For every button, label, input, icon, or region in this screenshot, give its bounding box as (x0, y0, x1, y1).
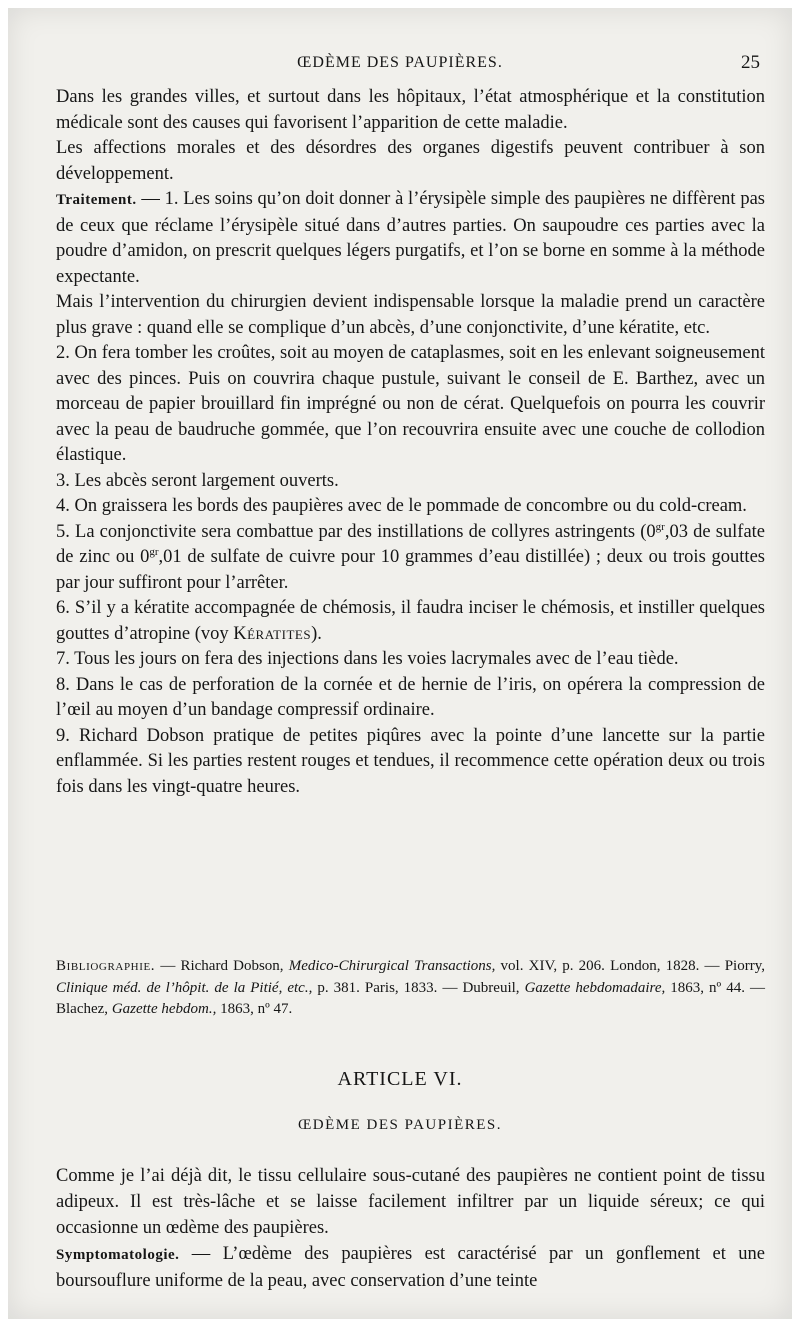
superscript: gr (655, 520, 665, 533)
paragraph-text: — 1. Les soins qu’on doit donner à l’érysipèle simple des paupières ne diffèrent pas de ceux que réclame l’érysipèle situé dans d’autres parties. On saupoudre ces parties avec la poudre d’amidon, on prescrit quelques légers purgatifs, et l’on se borne en somme à la méthode expectante. (56, 189, 765, 287)
citation-title: Gazette hebdomadaire, (524, 979, 666, 996)
paragraph: 8. Dans le cas de perforation de la cornée et de hernie de l’iris, on opérera la compression de l’œil au moyen d’un bandage compressif ordinaire. (56, 674, 765, 720)
superscript: gr (149, 545, 159, 558)
page-header (0, 52, 800, 76)
page-number: 25 (741, 52, 760, 73)
text-part: — Richard Dobson, (155, 958, 289, 974)
bibliography-label: Bibliographie. (56, 958, 156, 974)
cross-reference: Kératites (233, 623, 312, 644)
paragraph: Dans les grandes villes, et surtout dans les hôpitaux, l’état atmosphérique et la constitution médicale sont des causes qui favorisent l’apparition de cette maladie. (56, 87, 765, 133)
paragraph: 9. Richard Dobson pratique de petites piqûres avec la pointe d’une lancette sur la partie enflammée. Si les parties restent rouges et tendues, il recommence cette opération deux ou trois fois dans les vingt-quatre heures. (56, 725, 765, 797)
paragraph: Comme je l’ai déjà dit, le tissu cellulaire sous-cutané des paupières ne contient point de tissu adipeux. Il est très-lâche et se laisse facilement infiltrer par un liquide séreux; ce qui occasionne un œdème des paupières. (56, 1166, 765, 1238)
paragraph (56, 520, 765, 597)
paragraph: Les affections morales et des désordres des organes digestifs peuvent contribuer à son développement. (56, 138, 765, 184)
text-part: ,01 de sulfate de cuivre pour 10 grammes d’eau distillée) ; deux ou trois gouttes par jour suffiront pour l’arrêter. (56, 547, 765, 593)
bibliography (56, 956, 765, 1021)
citation-title: Gazette hebdom., (111, 1001, 217, 1017)
paragraph-text: — L’œdème des paupières est caractérisé par un gonflement et une boursouflure uniforme de la peau, avec conservation d’une teinte (56, 1244, 765, 1291)
bibliography-text (56, 956, 765, 1021)
paragraph: 7. Tous les jours on fera des injections dans les voies lacrymales avec de l’eau tiède. (56, 649, 679, 669)
text-part: p. 381. Paris, 1833. — Dubreuil, (312, 979, 525, 996)
section-lead: Traitement. (56, 192, 137, 208)
citation-title: Clinique méd. de l’hôpit. de la Pitié, etc., (56, 979, 313, 996)
article-text (56, 1163, 765, 1294)
article-subheading: ŒDÈME DES PAUPIÈRES. (297, 1117, 503, 1133)
text-part: 5. La conjonctivite sera combattue par des instillations de collyres astringents (0 (56, 521, 656, 542)
paragraph-symptomatologie (56, 1241, 765, 1294)
paragraph: 4. On graissera les bords des paupières avec de le pommade de concombre ou du cold-cream. (56, 496, 747, 516)
text-part: 6. S’il y a kératite accompagnée de chémosis, il faudra inciser le chémosis, et instiller quelques gouttes d’atropine (voy (56, 598, 765, 644)
citation-title: Medico-Chirurgical Transactions, (288, 958, 496, 974)
paragraph: Mais l’intervention du chirurgien devient indispensable lorsque la maladie prend un caractère plus grave : quand elle se complique d’un abcès, d’une conjonctivite, d’une kératite, etc. (56, 292, 765, 338)
running-title: ŒDÈME DES PAUPIÈRES. (297, 54, 503, 71)
text-part: 1863, nº 44. — Blachez, (56, 979, 765, 1017)
section-lead: Symptomatologie. (56, 1247, 180, 1263)
main-text (56, 85, 765, 800)
article-heading: ARTICLE VI. (337, 1068, 463, 1090)
paragraph: 3. Les abcès seront largement ouverts. (56, 470, 339, 491)
paragraph: 2. On fera tomber les croûtes, soit au moyen de cataplasmes, soit en les enlevant soigneusement avec des pinces. Puis on couvrira chaque pustule, suivant le conseil de E. Barthez, avec un morceau de papier brouillard fin imprégné ou non de cérat. Quelquefois on pourra les couvrir avec la peau de baudruche gommée, que l’on recouvrira ensuite avec une couche de collodion élastique. (56, 343, 765, 465)
text-part: vol. XIV, p. 206. London, 1828. — Piorry, (495, 958, 765, 974)
text-part: 1863, nº 47. (216, 1001, 293, 1017)
text-part: ). (311, 623, 322, 644)
paragraph-traitement (56, 187, 765, 290)
paragraph (56, 596, 765, 647)
text-part: ,03 de sulfate de zinc ou 0 (56, 521, 766, 567)
